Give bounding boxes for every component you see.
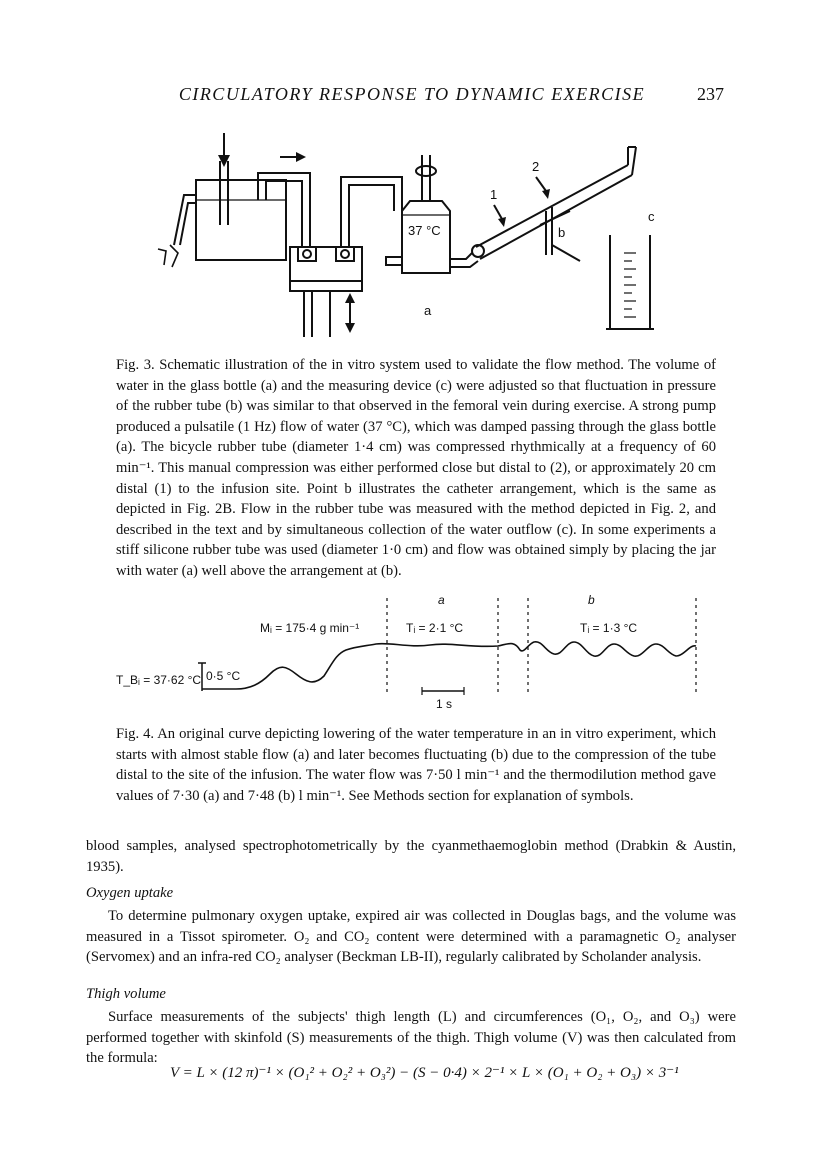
label-ti-b: Tᵢ = 1·3 °C [580, 621, 638, 635]
thigh-paragraph: Surface measurements of the subjects' thigh length (L) and circumferences (O₁, O₂, and O₃) were performed together with skinfold (S) measurements of the thigh. Thigh volume (V) was then calculated from the formula: [86, 1009, 736, 1067]
heading-thigh-volume: Thigh volume [86, 986, 166, 1002]
label-c: c [648, 209, 655, 224]
label-time: 1 s [436, 697, 453, 711]
label-ti-a: Tᵢ = 2·1 °C [406, 621, 464, 635]
body-paragraph: blood samples, analysed spectrophotometrically by the cyanmethaemoglobin method (Drabkin & Austin, 1935). [86, 838, 736, 875]
label-scale: 0·5 °C [206, 669, 241, 683]
water-reservoir [196, 180, 286, 260]
label-1: 1 [490, 187, 498, 202]
fig3-schematic [140, 125, 680, 345]
label-fig4-b: b [588, 593, 595, 607]
label-a: a [424, 303, 432, 318]
temperature-curve [202, 642, 696, 689]
label-mi: Mᵢ = 175·4 g min⁻¹ [260, 621, 360, 635]
label-tb: T_Bᵢ = 37·62 °C [116, 673, 202, 687]
fig4-caption: Fig. 4. An original curve depicting lowering of the water temperature in an in vitro experiment, which starts with almost stable flow (a) and later becomes fluctuating (b) due to the compression of the tube distal to the site of the infusion. The water flow was 7·50 l min⁻¹ and the thermodilution method gave values of 7·30 (a) and 7·48 (b) l min⁻¹. See Methods section for explanation of symbols. [116, 726, 716, 804]
label-temp: 37 °C [408, 223, 441, 238]
measuring-cylinder [610, 235, 650, 329]
pump [290, 247, 362, 291]
fig4-trace [110, 588, 710, 713]
heading-oxygen-uptake: Oxygen uptake [86, 885, 174, 901]
oxygen-paragraph: To determine pulmonary oxygen uptake, expired air was collected in Douglas bags, and the volume was measured in a Tissot spirometer. O₂ and CO₂ content were determined with a paramagnetic O₂ analyser (Servomex) and an infra-red CO₂ analyser (Beckman LB-II), regularly calibrated by Scholander analysis. [86, 908, 736, 966]
thigh-volume-formula: V = L × (12 π)⁻¹ × (O₁² + O₂² + O₃²) − (S − 0·4) × 2⁻¹ × L × (O₁ + O₂ + O₃) × 3⁻¹ [170, 1065, 679, 1081]
clamp [158, 245, 178, 267]
label-b: b [558, 225, 566, 240]
page-number: 237 [697, 84, 724, 104]
label-fig4-a: a [438, 593, 445, 607]
label-2: 2 [532, 159, 540, 174]
fig3-caption: Fig. 3. Schematic illustration of the in vitro system used to validate the flow method. The volume of water in the glass bottle (a) and the measuring device (c) were adjusted so that fluctuation in pressure of the rubber tube (b) was similar to that observed in the femoral vein during exercise. A strong pump produced a pulsatile (1 Hz) flow of water (37 °C), which was damped passing through the glass bottle (a). The bicycle rubber tube (diameter 1·4 cm) was compressed rhythmically at a frequency of 60 min⁻¹. This manual compression was either performed close but distal to (2), or approximately 20 cm distal (1) to the infusion site. Point b illustrates the catheter arrangement, which is the same as depicted in Fig. 2B. Flow in the rubber tube was measured with the method depicted in Fig. 2, and described in the text and by simultaneous collection of the water outflow (c). In some experiments a stiff silicone rubber tube was used (diameter 1·0 cm) and flow was obtained simply by placing the jar with water (a) well above the arrangement at (b). [116, 357, 716, 579]
running-title: CIRCULATORY RESPONSE TO DYNAMIC EXERCISE [178, 84, 646, 104]
